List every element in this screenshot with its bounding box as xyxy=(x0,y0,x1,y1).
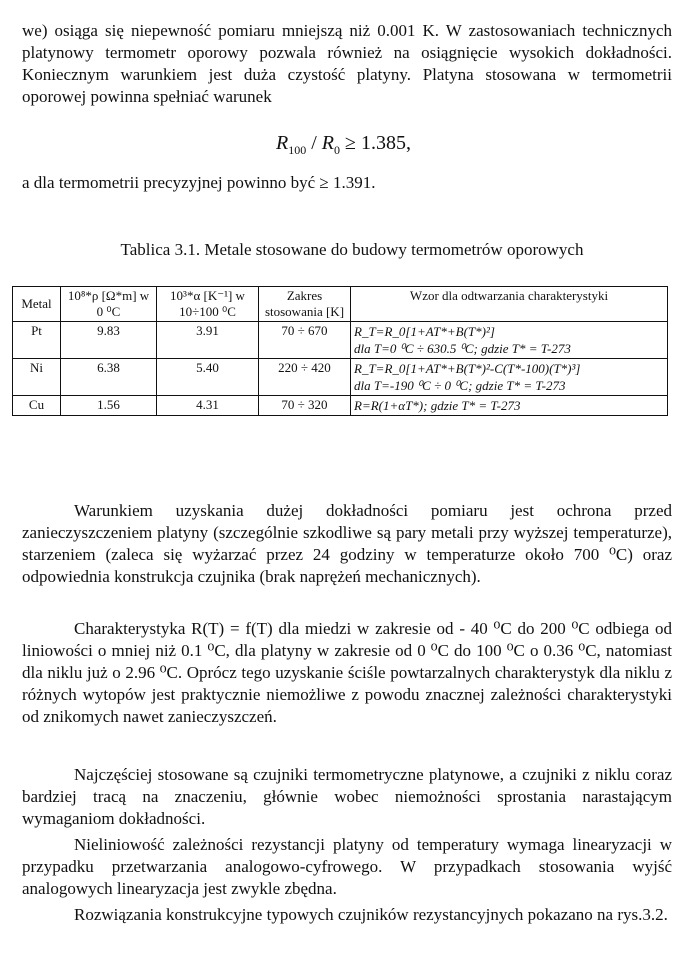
paragraph-protection: Warunkiem uzyskania dużej dokładności pomiaru jest ochrona przed zanieczyszczeniem platyny (szczególnie szkodliwe są pary metali przy wyższej temperaturze), starzeniem (zaleca się wyżarzać przez 24 godziny w temperaturze około 700 ⁰C) oraz odpowiednia konstrukcja czujnika (brak naprężeń mechanicznych). xyxy=(22,501,672,586)
cell-metal: Pt xyxy=(13,322,61,359)
paragraph-nonlinearity: Nieliniowość zależności rezystancji platyny od temperatury wymaga linearyzacji w przypadku przetwarzania analogowo-cyfrowego. W przypadkach stosowania wyjść analogowych linearyzacja jest zwykle zbędna. xyxy=(22,835,672,898)
table-row xyxy=(13,359,668,396)
cell-alpha: 3.91 xyxy=(157,322,259,359)
intro-paragraph: we) osiąga się niepewność pomiaru mniejszą niż 0.001 K. W zastosowaniach technicznych platynowy termometr oporowy pozwala również na osiągnięcie wysokich dokładności. Koniecznym warunkiem jest duża czystość platyny. Platyna stosowana w termometrii oporowej powinna spełniać warunek xyxy=(22,21,672,106)
cell-alpha: 4.31 xyxy=(157,396,259,416)
metals-table xyxy=(12,286,668,416)
cell-range: 70 ÷ 320 xyxy=(259,396,351,416)
header-range: Zakres stosowania [K] xyxy=(259,287,351,322)
paragraph-platinum-sensors: Najczęściej stosowane są czujniki termometryczne platynowe, a czujniki z niklu coraz bardziej tracą na znaczeniu, głównie wobec niemożności sprostania narastającym wymaganiom dokładności. xyxy=(22,765,672,828)
formula-condition: dla T=-190 ⁰C ÷ 0 ⁰C; gdzie T* = T-273 xyxy=(354,378,566,393)
cell-metal: Cu xyxy=(13,396,61,416)
cell-rho: 9.83 xyxy=(61,322,157,359)
table-header-row xyxy=(13,287,668,322)
header-alpha: 10³*α [K⁻¹] w 10÷100 ⁰C xyxy=(157,287,259,322)
precision-paragraph: a dla termometrii precyzyjnej powinno być ≥ 1.391. xyxy=(22,173,376,192)
cell-rho: 1.56 xyxy=(61,396,157,416)
cell-formula xyxy=(351,396,668,416)
header-metal: Metal xyxy=(13,287,61,322)
ratio-formula: $R_{100} / R_0 \ge 1.385$, xyxy=(276,132,411,157)
table-caption: Tablica 3.1. Metale stosowane do budowy termometrów oporowych xyxy=(120,240,584,259)
table-row xyxy=(13,322,668,359)
formula-line: R=R(1+αT*); gdzie T* = T-273 xyxy=(354,398,521,413)
cell-rho: 6.38 xyxy=(61,359,157,396)
paragraph-characteristic: Charakterystyka R(T) = f(T) dla miedzi w zakresie od - 40 ⁰C do 200 ⁰C odbiega od liniowości o mniej niż 0.1 ⁰C, dla platyny w zakresie od 0 ⁰C do 100 ⁰C o 0.36 ⁰C, natomiast dla niklu już o 2.96 ⁰C. Oprócz tego uzyskanie ściśle powtarzalnych charakterystyk dla niklu z różnych wytopów jest praktycznie niemożliwe z powodu znacznej zależności charakterystyki od znikomych nawet zanieczyszczeń. xyxy=(22,619,672,726)
header-rho: 10⁸*ρ [Ω*m] w 0 ⁰C xyxy=(61,287,157,322)
cell-formula xyxy=(351,322,668,359)
formula-condition: dla T=0 ⁰C ÷ 630.5 ⁰C; gdzie T* = T-273 xyxy=(354,341,571,356)
formula-line: R_T=R_0[1+AT*+B(T*)²-C(T*-100)(T*)³] xyxy=(354,361,581,376)
cell-metal: Ni xyxy=(13,359,61,396)
formula-line: R_T=R_0[1+AT*+B(T*)²] xyxy=(354,324,495,339)
paragraph-solutions: Rozwiązania konstrukcyjne typowych czujników rezystancyjnych pokazano na rys.3.2. xyxy=(74,905,668,924)
cell-formula xyxy=(351,359,668,396)
header-formula: Wzor dla odtwarzania charakterystyki xyxy=(351,287,668,322)
cell-range: 70 ÷ 670 xyxy=(259,322,351,359)
cell-alpha: 5.40 xyxy=(157,359,259,396)
cell-range: 220 ÷ 420 xyxy=(259,359,351,396)
table-row xyxy=(13,396,668,416)
